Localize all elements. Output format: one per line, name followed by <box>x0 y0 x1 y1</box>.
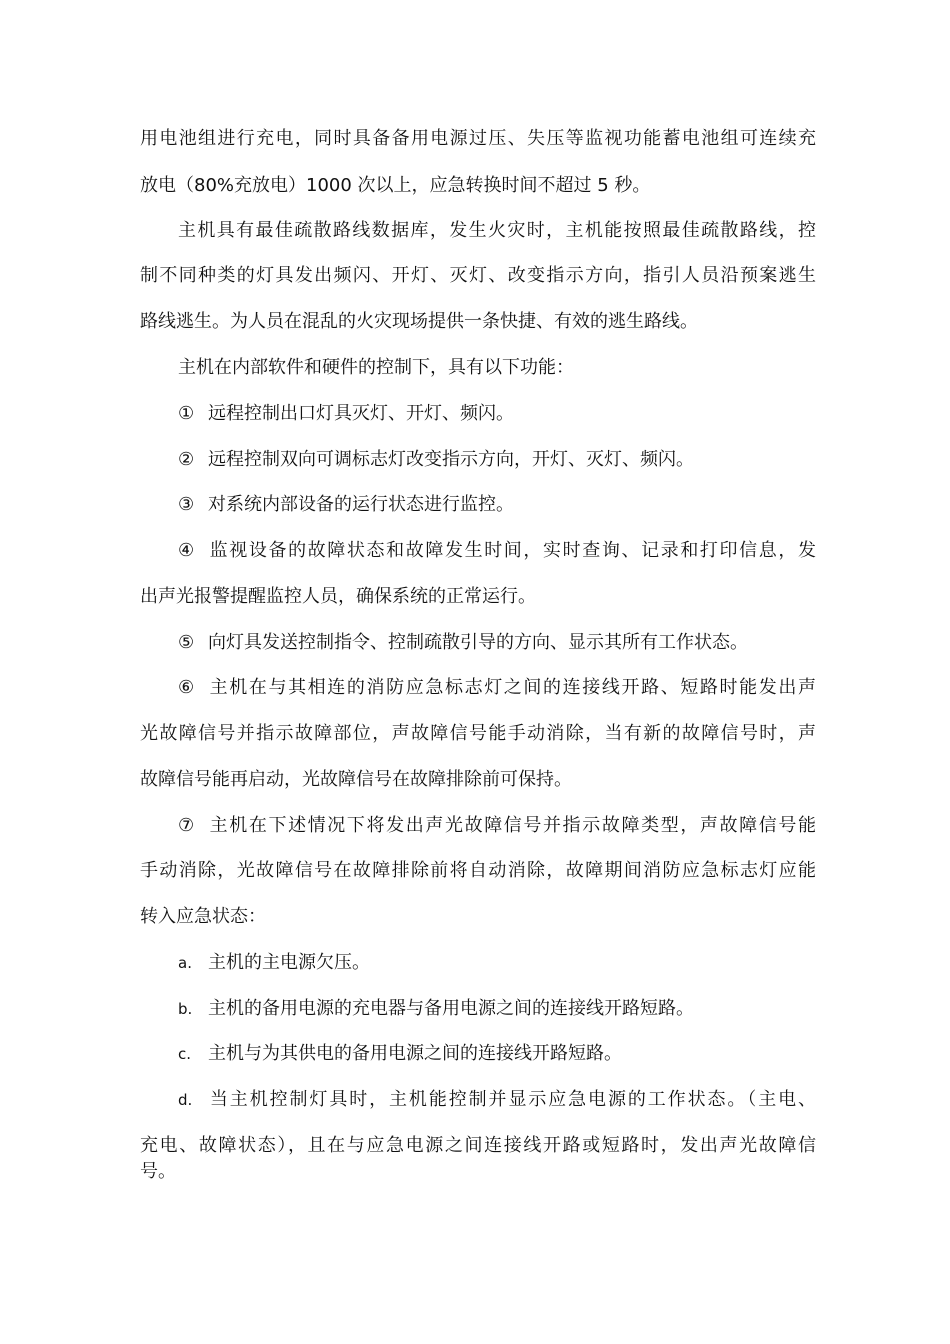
list-marker: b. <box>178 1000 193 1018</box>
list-marker: ① <box>178 403 195 424</box>
list-item-continuation: 手动消除，光故障信号在故障排除前将自动消除，故障期间消防应急标志灯应能 <box>140 860 816 881</box>
condition-item <box>178 997 694 1021</box>
function-item <box>178 448 694 472</box>
function-item <box>178 402 514 426</box>
list-item-text: 远程控制双向可调标志灯改变指示方向，开灯、灭灯、频闪。 <box>208 449 694 470</box>
function-item <box>178 676 816 700</box>
paragraph-line: 用电池组进行充电，同时具备备用电源过压、失压等监视功能蓄电池组可连续充 <box>140 128 816 149</box>
list-item-continuation: 出声光报警提醒监控人员，确保系统的正常运行。 <box>140 586 536 607</box>
function-item <box>178 631 748 655</box>
list-marker: ⑥ <box>178 677 195 698</box>
list-item-text: 当主机控制灯具时，主机能控制并显示应急电源的工作状态。（主电、 <box>208 1089 816 1110</box>
list-marker: c. <box>178 1045 192 1063</box>
list-item-text: 主机与为其供电的备用电源之间的连接线开路短路。 <box>208 1043 622 1064</box>
paragraph-line: 制不同种类的灯具发出频闪、开灯、灭灯、改变指示方向，指引人员沿预案逃生 <box>140 265 816 286</box>
list-marker: a. <box>178 954 192 972</box>
list-item-text: 对系统内部设备的运行状态进行监控。 <box>208 494 514 515</box>
list-marker: ③ <box>178 494 195 515</box>
list-marker: ⑦ <box>178 815 195 836</box>
list-marker: ④ <box>178 540 195 561</box>
list-item-continuation: 充电、故障状态），且在与应急电源之间连接线开路或短路时，发出声光故障信 <box>140 1135 816 1156</box>
function-item <box>178 493 514 517</box>
list-item-text: 远程控制出口灯具灭灯、开灯、频闪。 <box>208 403 514 424</box>
paragraph-line: 放电（80%充放电）1000 次以上，应急转换时间不超过 5 秒。 <box>140 175 651 196</box>
list-marker: ② <box>178 449 195 470</box>
list-item-continuation: 号。 <box>140 1161 176 1182</box>
paragraph-line: 主机具有最佳疏散路线数据库，发生火灾时，主机能按照最佳疏散路线，控 <box>178 220 816 241</box>
list-item-text: 主机在与其相连的消防应急标志灯之间的连接线开路、短路时能发出声 <box>208 677 816 698</box>
list-marker: d. <box>178 1091 193 1109</box>
function-item <box>178 539 816 563</box>
list-item-text: 监视设备的故障状态和故障发生时间，实时查询、记录和打印信息，发 <box>208 540 816 561</box>
list-item-continuation: 光故障信号并指示故障部位，声故障信号能手动消除，当有新的故障信号时，声 <box>140 723 816 744</box>
function-item <box>178 814 816 838</box>
condition-item <box>178 951 370 975</box>
list-item-text: 向灯具发送控制指令、控制疏散引导的方向、显示其所有工作状态。 <box>208 632 748 653</box>
list-item-continuation: 故障信号能再启动，光故障信号在故障排除前可保持。 <box>140 769 572 790</box>
list-item-continuation: 转入应急状态： <box>140 906 266 927</box>
condition-item <box>178 1042 622 1066</box>
paragraph-line: 路线逃生。为人员在混乱的火灾现场提供一条快捷、有效的逃生路线。 <box>140 311 698 332</box>
list-item-text: 主机的主电源欠压。 <box>208 952 370 973</box>
list-item-text: 主机的备用电源的充电器与备用电源之间的连接线开路短路。 <box>208 998 694 1019</box>
list-item-text: 主机在下述情况下将发出声光故障信号并指示故障类型，声故障信号能 <box>208 815 816 836</box>
paragraph-line: 主机在内部软件和硬件的控制下，具有以下功能： <box>178 357 574 378</box>
list-marker: ⑤ <box>178 632 195 653</box>
condition-item <box>178 1088 816 1112</box>
